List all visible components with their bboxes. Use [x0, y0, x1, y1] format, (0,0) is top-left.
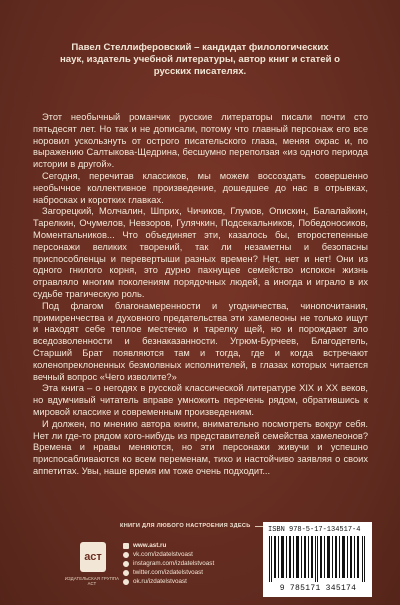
publisher-label: ИЗДАТЕЛЬСКАЯ ГРУППА АСТ: [64, 576, 120, 586]
paragraph: И должен, по мнению автора книги, внимательно посмотреть вокруг себя. Нет ли где-то рядом кого-нибудь из представителей семейства хамелеонов? Времена и нравы меняются, но эти персонажи живучи и успешно приспосабливаются ко всем переменам, тихо и настойчиво заявляя о своих аппетитах. Увы, наше время им тоже очень подходит...: [33, 418, 368, 476]
link-label[interactable]: vk.com/izdatelstvoast: [133, 551, 193, 559]
isbn-barcode-block: [263, 522, 372, 597]
ok-icon: [123, 579, 129, 585]
link-twitter[interactable]: [123, 568, 253, 577]
link-website[interactable]: [123, 541, 253, 550]
logo-text: аст: [84, 551, 102, 563]
author-bio: Павел Стеллиферовский – кандидат филологических наук, издатель учебной литературы, автор книг и статей о русских писателях.: [60, 42, 341, 77]
publisher-links: [123, 541, 253, 586]
paragraph: Сегодня, перечитав классиков, мы можем воссоздать совершенно необычное коллективное произведение, дошедшее до нас в отрывках, набросках и коротких главках.: [33, 170, 368, 205]
paragraph: Под флагом благонамеренности и угодничества, чинопочитания, примиренчества и духовного предательства эти хамелеоны не только ищут и находят себе теплое местечко и тарелку щей, но и порождают зло вседозволенности и безнаказанности. Угрюм-Бурчеев, Благодетель, Старший Брат появляются там и тогда, где и когда встречают коленопреклоненных безмолвных исполнителей, в глазах которых читается вечный вопрос «Чего изволите?»: [33, 300, 368, 382]
annotation-text: [33, 112, 368, 478]
slogan-text: КНИГИ ДЛЯ ЛЮБОГО НАСТРОЕНИЯ ЗДЕСЬ: [120, 523, 251, 529]
link-label[interactable]: instagram.com/izdatelstvoast: [133, 560, 215, 568]
isbn-number: ISBN 978-5-17-134517-4: [268, 526, 361, 534]
link-label[interactable]: ok.ru/izdatelstvoast: [133, 578, 187, 586]
website-icon: [123, 543, 129, 549]
instagram-icon: [123, 561, 129, 567]
paragraph: Эта книга – о негодях в русской классической литературе XIX и XX веков, но вдумчивый читатель вправе умножить перечень рядом, обратившись к мировой классике и современным произведениям.: [33, 383, 368, 417]
barcode-icon: [269, 536, 367, 582]
link-vk[interactable]: [123, 550, 253, 559]
link-label[interactable]: twitter.com/izdatelstvoast: [133, 569, 203, 577]
paragraph: Этот необычный романчик русские литераторы писали почти сто пятьдесят лет. Но так и не дописали, потому что главный персонаж его все норовил ускользнуть от острого писательского глаза, меняя окрас и, по выражению Салтыкова-Щедрина, бесшумно переползая «из одного периода истории в другой».: [33, 112, 368, 170]
link-instagram[interactable]: [123, 559, 253, 568]
link-ok[interactable]: [123, 577, 253, 586]
vk-icon: [123, 552, 129, 558]
barcode-digits: 9 785171 345174: [279, 584, 357, 593]
publisher-logo: [80, 542, 106, 572]
paragraph: Загорецкий, Молчалин, Шприх, Чичиков, Глумов, Опискин, Балалайкин, Тарелкин, Очумелов, Невзоров, Гулячкин, Подсекальников, Победоносиков, Моментальников... Что объединяет эти, казалось бы, второстепенные персонажи великих творений, так ли незаметны и безопасны приспособленцы и перевертыши разных времен? Нет, нет и нет! Они из одного гнилого корня, это дурно пахнущее семейство испокон жизнь отравляло многим поколениям порядочных людей, а иногда и играло в их судьбе трагическую роль.: [33, 206, 368, 299]
twitter-icon: [123, 570, 129, 576]
link-label[interactable]: www.ast.ru: [133, 542, 167, 549]
